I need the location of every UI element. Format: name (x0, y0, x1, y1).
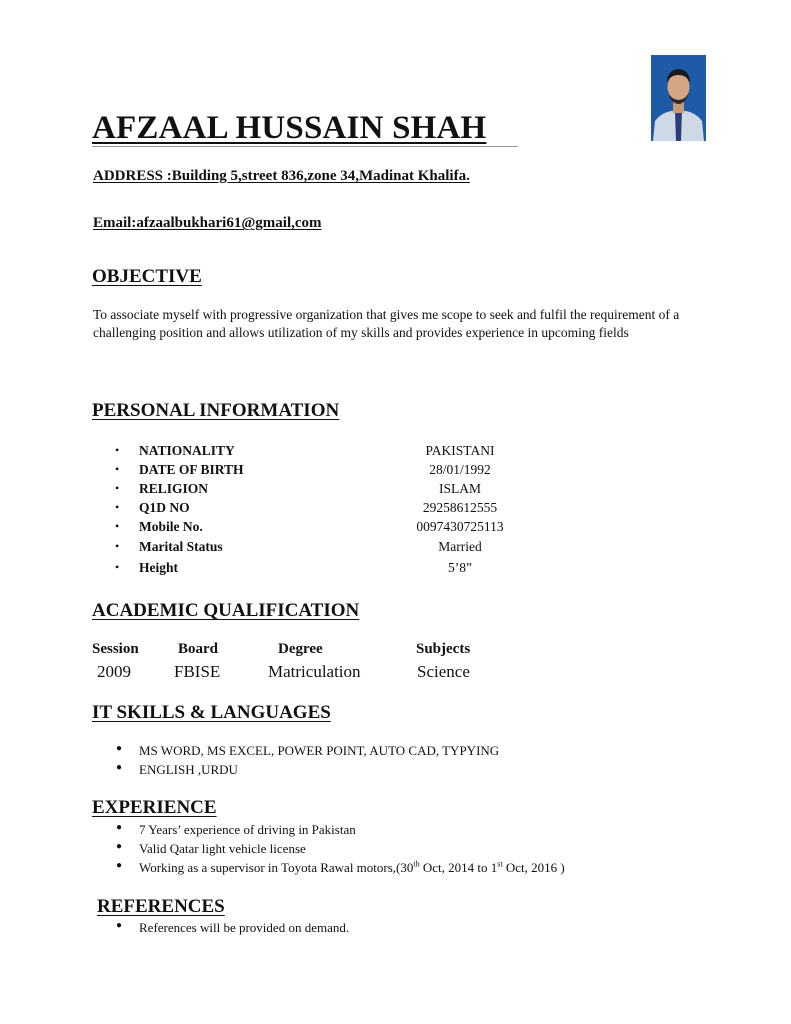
personal-label: Mobile No. (139, 519, 203, 534)
personal-value: PAKISTANI (425, 443, 495, 458)
personal-row-marital (0, 539, 560, 558)
academic-cell-board: FBISE (174, 662, 221, 681)
personal-value: 0097430725113 (416, 519, 504, 534)
bullet-icon: ● (116, 743, 123, 754)
bullet-icon: • (115, 539, 120, 553)
bullet-icon: ● (116, 841, 123, 852)
personal-row-dob (0, 462, 560, 481)
bullet-icon: ● (116, 860, 123, 871)
personal-label: DATE OF BIRTH (139, 462, 244, 477)
personal-label: Marital Status (139, 539, 223, 554)
academic-cell-subjects: Science (417, 662, 470, 681)
profile-photo (651, 55, 706, 141)
address-line: ADDRESS :Building 5,street 836,zone 34,Madinat Khalifa. (93, 168, 470, 184)
personal-row-nationality (0, 443, 560, 462)
email-line: Email:afzaalbukhari61@gmail,com (93, 215, 322, 231)
personal-label: Height (139, 560, 178, 575)
academic-col-session: Session (92, 641, 139, 657)
personal-row-mobile (0, 519, 560, 538)
personal-row-qid (0, 500, 560, 519)
bullet-icon: ● (116, 762, 123, 773)
objective-text: To associate myself with progressive organization that gives me scope to seek and fulfil the requirement of a challenging position and allows utilization of my skills and provides experience in upcoming fields (93, 307, 680, 340)
personal-row-religion (0, 481, 560, 500)
personal-value: 5’8” (448, 560, 472, 575)
bullet-icon: • (115, 443, 120, 457)
personal-label: RELIGION (139, 481, 209, 496)
personal-value: Married (438, 539, 482, 554)
bullet-icon: • (115, 519, 120, 533)
candidate-name: AFZAAL HUSSAIN SHAH (92, 110, 487, 146)
personal-value: 28/01/1992 (429, 462, 491, 477)
bullet-icon: • (115, 560, 120, 574)
personal-info-heading: PERSONAL INFORMATION (92, 400, 340, 421)
skills-heading: IT SKILLS & LANGUAGES (92, 702, 331, 723)
person-photo-icon (651, 55, 706, 141)
personal-row-height (0, 560, 560, 579)
academic-col-subjects: Subjects (416, 641, 471, 657)
bullet-icon: • (115, 462, 120, 476)
references-heading: REFERENCES (97, 896, 225, 917)
bullet-icon: ● (116, 822, 123, 833)
academic-heading: ACADEMIC QUALIFICATION (92, 600, 360, 621)
academic-col-board: Board (178, 641, 219, 657)
bullet-icon: • (115, 481, 120, 495)
objective-heading: OBJECTIVE (92, 266, 202, 287)
bullet-icon: ● (116, 920, 123, 931)
personal-value: 29258612555 (422, 500, 498, 515)
personal-label: Q1D NO (139, 500, 190, 515)
personal-label: NATIONALITY (139, 443, 235, 458)
academic-cell-degree: Matriculation (268, 662, 361, 681)
name-divider (92, 146, 518, 147)
experience-heading: EXPERIENCE (92, 797, 217, 818)
academic-col-degree: Degree (278, 641, 323, 657)
personal-value: ISLAM (438, 481, 481, 496)
bullet-icon: • (115, 500, 120, 514)
academic-cell-session: 2009 (97, 662, 131, 681)
